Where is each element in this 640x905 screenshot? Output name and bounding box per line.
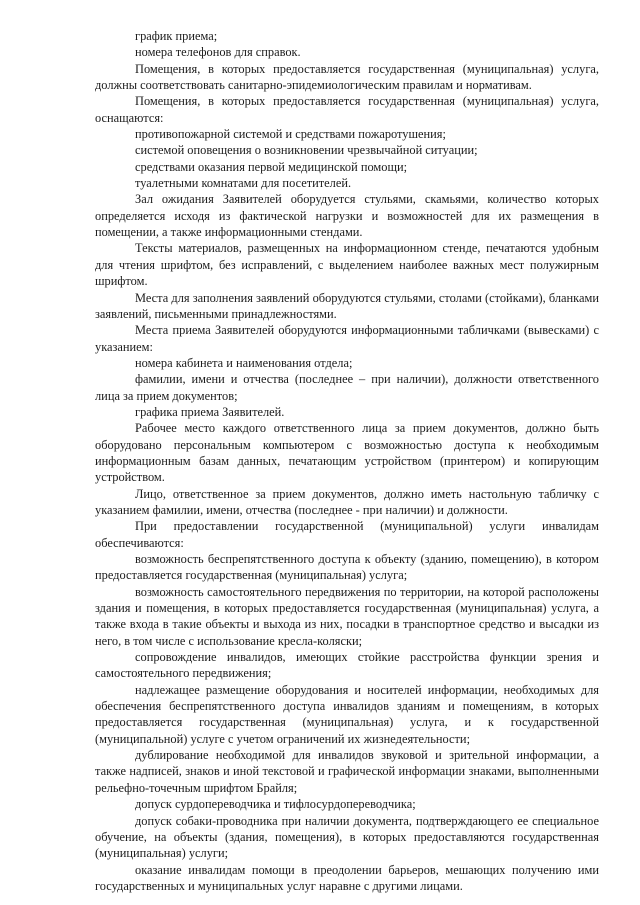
paragraph: номера телефонов для справок. <box>135 45 301 60</box>
paragraph: Зал ожидания Заявителей оборудуется стульями, скамьями, количество которых определяется исходя из фактической нагрузки и возможностей для их размещения в помещении, а также информационными стендами. <box>95 192 599 240</box>
paragraph: оказание инвалидам помощи в преодолении барьеров, мешающих получению ими государственных и муниципальных услуг наравне с другими лицами. <box>95 862 599 893</box>
paragraph: При предоставлении государственной (муниципальной) услуги инвалидам обеспечиваются: <box>95 519 599 550</box>
paragraph: Тексты материалов, размещенных на информационном стенде, печатаются удобным для чтения шрифтом, без исправлений, с выделением наиболее важных мест полужирным шрифтом. <box>95 241 599 289</box>
paragraph: Места для заполнения заявлений оборудуются стульями, столами (стойками), бланками заявлений, письменными принадлежностями. <box>95 290 599 321</box>
paragraph: графика приема Заявителей. <box>135 404 285 419</box>
paragraph: фамилии, имени и отчества (последнее – при наличии), должности ответственного лица за прием документов; <box>95 372 599 403</box>
paragraph: сопровождение инвалидов, имеющих стойкие расстройства функции зрения и самостоятельного передвижения; <box>95 650 599 681</box>
paragraph: Места приема Заявителей оборудуются информационными табличками (вывесками) с указанием: <box>95 323 599 354</box>
paragraph: Рабочее место каждого ответственного лица за прием документов, должно быть оборудовано персональным компьютером с возможностью доступа к необходимым информационным базам данных, печатающим устройством (принтером) и копирующим устройством. <box>95 421 599 485</box>
paragraph: Помещения, в которых предоставляется государственная (муниципальная) услуга, оснащаются: <box>95 94 599 125</box>
paragraph: туалетными комнатами для посетителей. <box>135 176 352 191</box>
document-body <box>95 28 599 894</box>
paragraph: номера кабинета и наименования отдела; <box>135 355 353 370</box>
paragraph: Лицо, ответственное за прием документов, должно иметь настольную табличку с указанием фамилии, имени, отчества (последнее - при наличии) и должности. <box>95 486 599 517</box>
paragraph: Помещения, в которых предоставляется государственная (муниципальная) услуга, должны соответствовать санитарно-эпидемиологическим правилам и нормативам. <box>95 61 599 93</box>
paragraph: допуск сурдопереводчика и тифлосурдопереводчика; <box>135 797 416 812</box>
paragraph: допуск собаки-проводника при наличии документа, подтверждающего ее специальное обучение, на объекты (здания, помещения), в которых предоставляются государственная (муниципальная) услуги; <box>95 813 599 861</box>
paragraph: дублирование необходимой для инвалидов звуковой и зрительной информации, а также надписей, знаков и иной текстовой и графической информации знаками, выполненными рельефно-точечным шрифтом Брайля; <box>95 748 599 795</box>
paragraph: график приема; <box>135 29 218 43</box>
paragraph: средствами оказания первой медицинской помощи; <box>135 159 408 174</box>
paragraph: противопожарной системой и средствами пожаротушения; <box>135 127 446 142</box>
paragraph: надлежащее размещение оборудования и носителей информации, необходимых для обеспечения беспрепятственного доступа инвалидов зданиям и помещениям, в которых предоставляется государственная (муниципальная) услуга, и к государственной (муниципальной) услуге с учетом ограничений их жизнедеятельности; <box>95 682 599 746</box>
paragraph: возможность самостоятельного передвижения по территории, на которой расположены здания и помещения, в которых предоставляется государственная (муниципальная) услуга, а также входа в такие объекты и выхода из них, посадки в транспортное средство и высадки из него, в том числе с использование кресла-коляски; <box>95 584 599 648</box>
paragraph: системой оповещения о возникновении чрезвычайной ситуации; <box>135 143 478 158</box>
paragraph: возможность беспрепятственного доступа к объекту (зданию, помещению), в котором предоставляется государственная (муниципальная) услуга; <box>95 552 599 583</box>
